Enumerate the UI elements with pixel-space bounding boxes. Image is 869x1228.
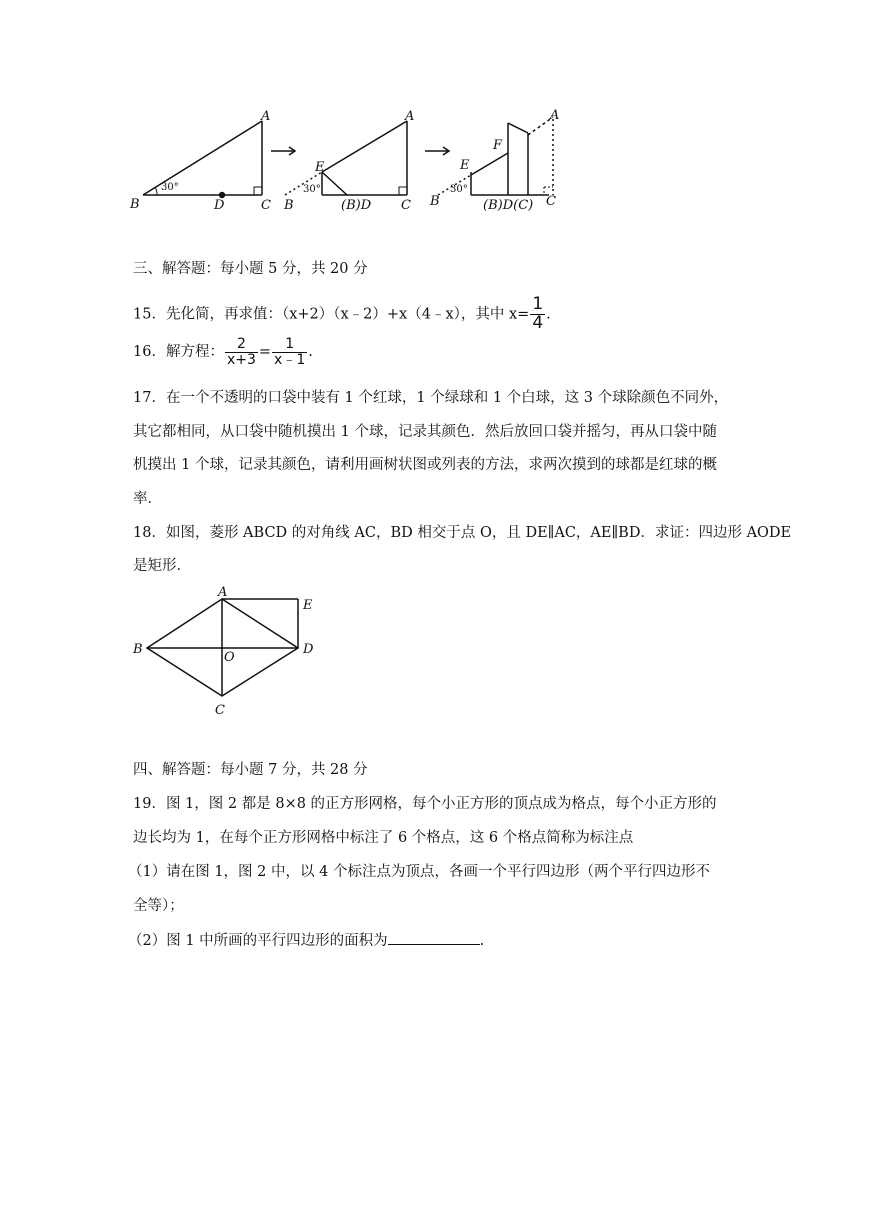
label-c3: C [546, 194, 556, 209]
fraction-one-quarter [530, 296, 545, 333]
angle-label-2: 30° [303, 184, 321, 195]
question-18-line-1: 18．如图，菱形 ABCD 的对角线 AC，BD 相交于点 O，且 DE∥AC，AE∥BD．求证：四边形 AODE [133, 525, 792, 541]
label-e: E [303, 598, 313, 613]
label-c: C [215, 703, 225, 718]
question-17-line-4: 率． [133, 491, 162, 507]
label-e2: E [315, 160, 325, 175]
question-19-line-1: 19．图 1，图 2 都是 8×8 的正方形网格，每个小正方形的顶点成为格点，每个小正方形的 [133, 796, 717, 812]
left-fraction [225, 337, 258, 367]
angle-label-1: 30° [161, 182, 179, 193]
label-e3: E [460, 158, 470, 173]
question-15-text: 15．先化简，再求值：（x+2）（x﹣2）+x（4﹣x），其中 x= [133, 306, 530, 323]
right-fraction [272, 337, 307, 367]
question-19-line-2: 边长均为 1，在每个正方形网格中标注了 6 个格点，这 6 个格点简称为标注点 [133, 830, 634, 846]
label-bdc3: (B)D(C) [483, 198, 534, 213]
answer-blank[interactable] [388, 930, 480, 945]
question-15 [133, 296, 551, 333]
question-17-line-3: 机摸出 1 个球，记录其颜色，请利用画树状图或列表的方法，求两次摸到的球都是红球的概 [133, 457, 717, 473]
left-numerator: 2 [225, 337, 258, 353]
question-16-prefix: 16．解方程： [133, 344, 224, 361]
label-b3: B [430, 194, 440, 209]
question-17-line-2: 其它都相同，从口袋中随机摸出 1 个球，记录其颜色．然后放回口袋并摇匀，再从口袋中随 [133, 424, 717, 440]
label-bd2: (B)D [341, 198, 372, 213]
label-o: O [224, 650, 235, 665]
question-19-part-2-text: （2）图 1 中所画的平行四边形的面积为 [128, 933, 388, 949]
section-3-heading: 三、解答题：每小题 5 分，共 20 分 [133, 261, 368, 277]
question-15-end: . [546, 306, 551, 323]
right-denominator: x﹣1 [274, 351, 306, 368]
fraction-numerator: 1 [532, 294, 544, 314]
section-4-heading: 四、解答题：每小题 7 分，共 28 分 [133, 762, 368, 778]
left-denominator: x+3 [226, 351, 256, 368]
question-19-part-2 [128, 930, 484, 951]
label-b: B [133, 642, 143, 657]
equals-sign: = [258, 344, 272, 361]
label-d1: D [214, 198, 225, 213]
label-c1: C [261, 198, 271, 213]
question-17-line-1: 17．在一个不透明的口袋中装有 1 个红球，1 个绿球和 1 个白球，这 3 个球除颜色不同外， [133, 390, 729, 406]
fraction-denominator: 4 [532, 312, 544, 333]
label-d: D [303, 642, 314, 657]
label-c2: C [401, 198, 411, 213]
question-16-end: . [308, 344, 313, 361]
label-a3: A [550, 108, 560, 123]
label-a1: A [261, 109, 271, 124]
right-numerator: 1 [272, 337, 307, 353]
label-b2: B [284, 198, 294, 213]
question-19-part-1-line-1: （1）请在图 1，图 2 中，以 4 个标注点为顶点，各画一个平行四边形（两个平行四边形不 [128, 864, 710, 880]
label-a: A [218, 585, 228, 600]
label-f3: F [493, 138, 503, 153]
question-18-line-2: 是矩形． [133, 558, 191, 574]
question-19-part-2-end: . [479, 933, 485, 949]
question-16 [133, 337, 313, 367]
question-19-part-1-line-2: 全等）； [133, 898, 184, 914]
angle-label-3: 30° [450, 184, 468, 195]
rhombus-figure [125, 583, 335, 723]
label-a2: A [405, 109, 415, 124]
label-b1: B [130, 197, 140, 212]
triangle-sequence-figure [125, 105, 575, 215]
